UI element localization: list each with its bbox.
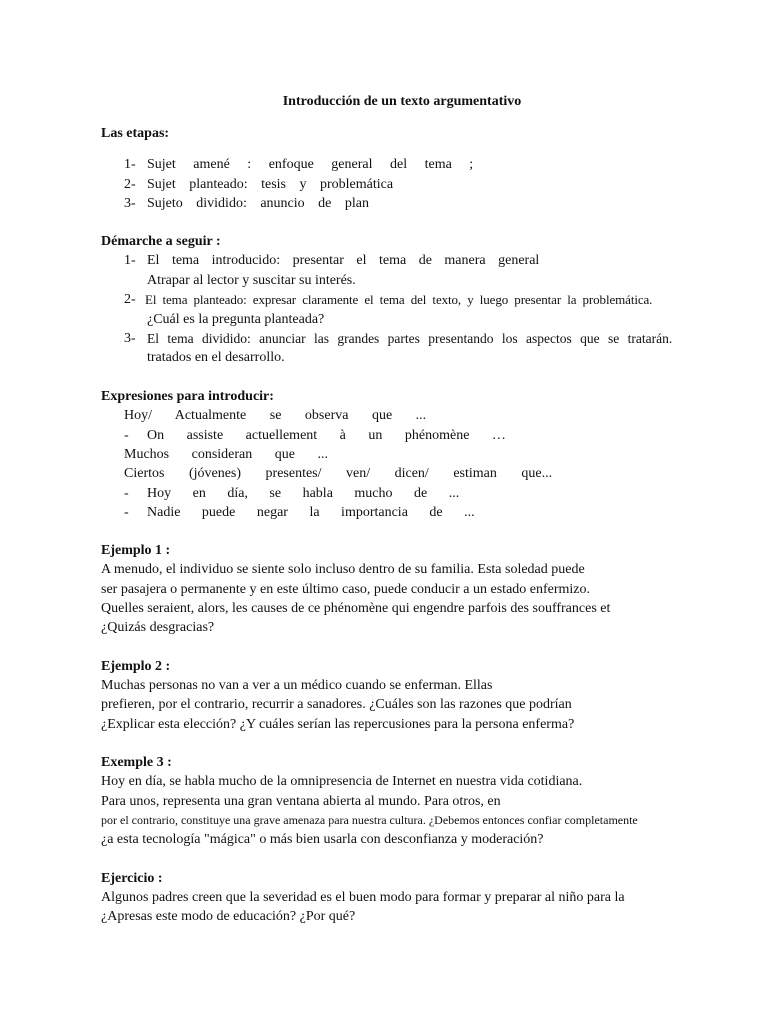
ejemplo-1-line-2: ser pasajera o permanente y en este último caso, puede conducir a un estado enfermizo. xyxy=(101,582,591,597)
demarche-item-3-line-1: El tema dividido: anunciar las grandes partes presentando los aspectos que se tratarán. xyxy=(147,331,673,346)
expresion-6: Nadie puede negar la importancia de ... xyxy=(147,505,475,520)
etapas-item-2: Sujet planteado: tesis y problemática xyxy=(147,177,394,192)
etapas-item-3: Sujeto dividido: anuncio de plan xyxy=(147,196,369,211)
etapas-item-2-number: 2- xyxy=(124,177,136,192)
expresion-4: Ciertos (jóvenes) presentes/ ven/ dicen/ estiman que... xyxy=(124,466,553,481)
expresion-6-bullet: - xyxy=(124,505,129,520)
demarche-item-2-line-1: El tema planteado: expresar claramente el tema del texto, y luego presentar la problemática. xyxy=(145,292,653,307)
ejemplo-3-heading: Exemple 3 : xyxy=(101,755,172,770)
demarche-item-2-number: 2- xyxy=(124,292,136,307)
etapas-item-1-number: 1- xyxy=(124,157,136,172)
demarche-item-1-line-2: Atrapar al lector y suscitar su interés. xyxy=(147,273,356,288)
ejemplo-3-line-2: Para unos, representa una gran ventana abierta al mundo. Para otros, en xyxy=(101,794,501,809)
demarche-heading: Démarche a seguir : xyxy=(101,234,221,249)
ejemplo-2-line-2: prefieren, por el contrario, recurrir a sanadores. ¿Cuáles son las razones que podrían xyxy=(101,697,572,712)
expresion-2: On assiste actuellement à un phénomène … xyxy=(147,428,506,443)
expresion-5: Hoy en día, se habla mucho de ... xyxy=(147,486,460,501)
ejemplo-3-line-1: Hoy en día, se habla mucho de la omnipresencia de Internet en nuestra vida cotidiana. xyxy=(101,774,583,789)
ejercicio-heading: Ejercicio : xyxy=(101,871,163,886)
demarche-item-3-line-2: tratados en el desarrollo. xyxy=(147,350,285,365)
ejercicio-line-1: Algunos padres creen que la severidad es el buen modo para formar y preparar al niño para la xyxy=(101,890,625,905)
expresion-1: Hoy/ Actualmente se observa que ... xyxy=(124,408,427,423)
expresiones-heading: Expresiones para introducir: xyxy=(101,389,274,404)
etapas-heading: Las etapas: xyxy=(101,126,170,141)
demarche-item-1-number: 1- xyxy=(124,253,136,268)
demarche-item-2-line-2: ¿Cuál es la pregunta planteada? xyxy=(147,312,325,327)
ejemplo-3-line-3: por el contrario, constituye una grave amenaza para nuestra cultura. ¿Debemos entonces confiar completamente xyxy=(101,813,638,827)
demarche-item-3-number: 3- xyxy=(124,331,136,346)
ejemplo-2-line-3: ¿Explicar esta elección? ¿Y cuáles serían las repercusiones para la persona enferma? xyxy=(101,717,575,732)
ejemplo-1-heading: Ejemplo 1 : xyxy=(101,543,171,558)
etapas-item-1: Sujet amené : enfoque general del tema ; xyxy=(147,157,474,172)
ejemplo-2-line-1: Muchas personas no van a ver a un médico cuando se enferman. Ellas xyxy=(101,678,493,693)
ejemplo-1-line-1: A menudo, el individuo se siente solo incluso dentro de su familia. Esta soledad puede xyxy=(101,562,585,577)
ejemplo-2-heading: Ejemplo 2 : xyxy=(101,659,171,674)
ejercicio-line-2: ¿Apresas este modo de educación? ¿Por qué? xyxy=(101,909,356,924)
ejemplo-1-line-3: Quelles seraient, alors, les causes de ce phénomène qui engendre parfois des souffrances et xyxy=(101,601,611,616)
demarche-item-1-line-1: El tema introducido: presentar el tema de manera general xyxy=(147,253,540,268)
expresion-3: Muchos consideran que ... xyxy=(124,447,328,462)
expresion-5-bullet: - xyxy=(124,486,129,501)
ejemplo-3-line-4: ¿a esta tecnología "mágica" o más bien usarla con desconfianza y moderación? xyxy=(101,832,544,847)
expresion-2-bullet: - xyxy=(124,428,129,443)
etapas-item-3-number: 3- xyxy=(124,196,136,211)
ejemplo-1-line-4: ¿Quizás desgracias? xyxy=(101,620,215,635)
page-title: Introducción de un texto argumentativo xyxy=(282,94,522,109)
